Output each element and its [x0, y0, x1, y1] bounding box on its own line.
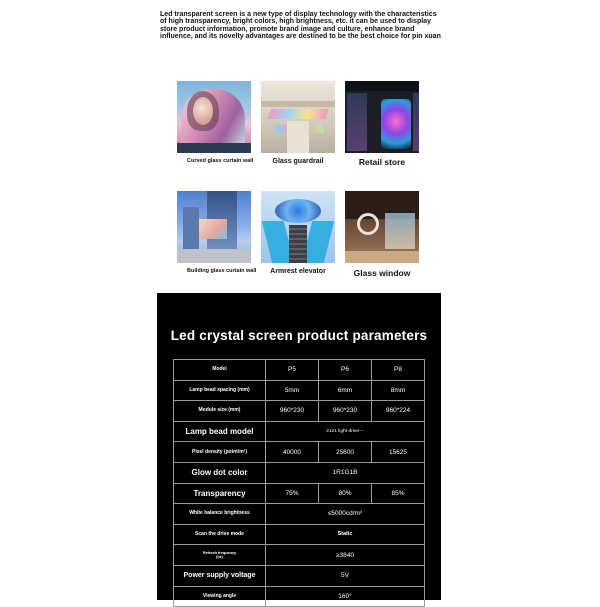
table-row [174, 442, 425, 463]
table-row [174, 586, 425, 607]
caption-armrest-elevator: Armrest elevator [270, 268, 326, 275]
param-value: 75% [266, 483, 319, 504]
param-label: Scan the drive mode [174, 524, 266, 545]
param-value: ≥3840 [266, 545, 425, 566]
param-label: Pixel density (point/m²) [174, 442, 266, 463]
curved-glass-photo [177, 81, 251, 153]
caption-curved-glass: Curved glass curtain wall [187, 158, 254, 164]
table-row [174, 504, 425, 525]
param-value: 80% [319, 483, 372, 504]
param-label: Model [174, 360, 266, 381]
building-facade-photo [177, 191, 251, 263]
param-value: 40000 [266, 442, 319, 463]
param-label: Glow dot color [174, 462, 266, 483]
param-value: 960*230 [319, 401, 372, 422]
mall-guardrail-photo [261, 81, 335, 153]
table-row [174, 483, 425, 504]
param-value: 6mm [319, 380, 372, 401]
param-value: ≤5000cd/m² [266, 504, 425, 525]
param-value: 1R1G1B [266, 462, 425, 483]
table-row [174, 565, 425, 586]
escalator-photo [261, 191, 335, 263]
param-label: Lamp bead model [174, 421, 266, 442]
param-label-line: Refresh frequency [202, 550, 237, 555]
param-value: 15625 [372, 442, 425, 463]
param-value: 8mm [372, 380, 425, 401]
param-value: 960*230 [266, 401, 319, 422]
param-value: P8 [372, 360, 425, 381]
param-value: 5mm [266, 380, 319, 401]
param-value: 2121 light-drive--- [266, 421, 425, 442]
panel-title: Led crystal screen product parameters [170, 328, 428, 343]
parameters-table [173, 359, 425, 607]
param-value: 960*224 [372, 401, 425, 422]
param-label-line: (hz) [216, 555, 223, 560]
param-label: Transparency [174, 483, 266, 504]
caption-building-glass: Building glass curtain wall [187, 268, 257, 274]
param-value: 85% [372, 483, 425, 504]
intro-text: Led transparent screen is a new type of display technology with the characteristics of high transparency, bright colors, high brightness, etc. it can be used to display store product information, promote brand image and culture, enhance brand influence, and its novelty advantages are destined to be the best choice for pin xuan [160, 11, 441, 41]
table-row [174, 545, 425, 566]
param-value: P6 [319, 360, 372, 381]
param-value: 5V [266, 565, 425, 586]
table-row [174, 524, 425, 545]
param-label: Power supply voltage [174, 565, 266, 586]
param-label: Lamp bead spacing (mm) [174, 380, 266, 401]
table-row [174, 462, 425, 483]
table-row [174, 380, 425, 401]
param-value: P5 [266, 360, 319, 381]
param-value: 25600 [319, 442, 372, 463]
parameters-panel [157, 293, 441, 600]
param-label [174, 545, 266, 566]
param-label: Viewing angle [174, 586, 266, 607]
table-row [174, 360, 425, 381]
param-value: 160° [266, 586, 425, 607]
param-label: Module size (mm) [174, 401, 266, 422]
caption-retail-store: Retail store [358, 157, 406, 167]
shop-window-photo [345, 191, 419, 263]
retail-store-photo [345, 81, 419, 153]
caption-glass-window: Glass window [353, 268, 411, 278]
table-row [174, 401, 425, 422]
param-value: Static [266, 524, 425, 545]
param-label: White balance brightness [174, 504, 266, 525]
table-row [174, 421, 425, 442]
caption-glass-guardrail: Glass guardrail [272, 158, 324, 165]
